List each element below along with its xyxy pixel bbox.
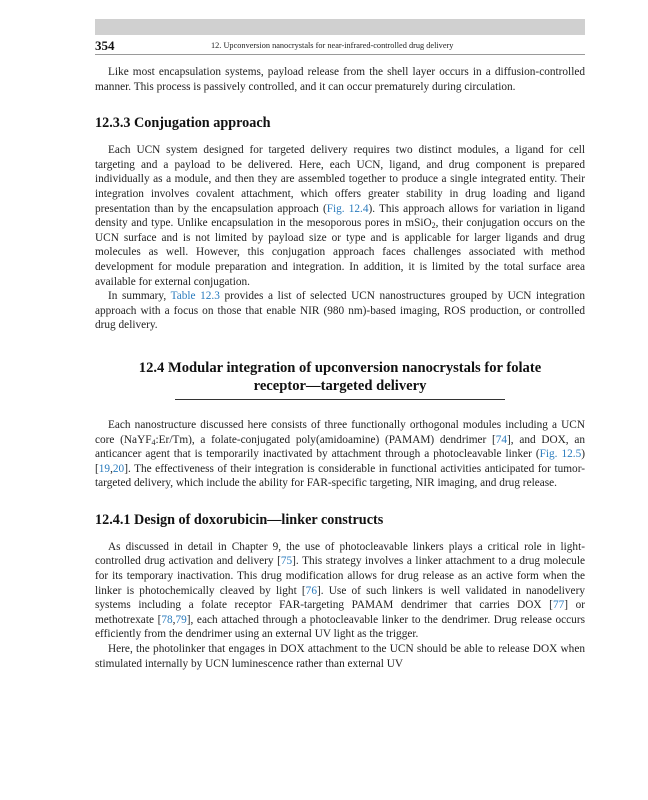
content [95, 65, 585, 671]
citation-20[interactable]: 20 [112, 462, 125, 475]
running-title: 12. Upconversion nanocrystals for near-infrared-controlled drug delivery [211, 41, 454, 50]
section-heading-12-4: 12.4 Modular integration of upconversion nanocrystals for folate receptor—targeted delivery [138, 359, 542, 394]
citation-19[interactable]: 19 [98, 462, 111, 475]
page-number: 354 [95, 38, 115, 53]
figure-link-12-5[interactable]: Fig. 12.5 [539, 448, 582, 461]
paragraph-modular-integration: Each nanostructure discussed here consists of three functionally orthogonal modules including a UCN core (NaYF4:Er/Tm), a folate-conjugated poly(amidoamine) (PAMAM) dendrimer [74], and DOX, an anticancer agent that is temporarily inactivated by attachment through a photocleavable linker (Fig. 12.5) [19,20]. The effectiveness of their integration is considerable in functional activities anticipated for tumor-targeted delivery, which include the ability for FAR-specific targeting, NIR imaging, and drug release. [95, 418, 585, 490]
citation-75[interactable]: 75 [280, 555, 293, 568]
header-bar [95, 19, 585, 35]
citation-78[interactable]: 78 [161, 613, 173, 626]
paragraph-encapsulation-release: Like most encapsulation systems, payload release from the shell layer occurs in a diffusion-controlled manner. This process is passively controlled, and it can occur prematurely during circulation. [95, 66, 585, 93]
citation-74[interactable]: 74 [495, 433, 508, 446]
paragraph-photolinker-dox: Here, the photolinker that engages in DOX attachment to the UCN should be able to release DOX when stimulated internally by UCN luminescence rather than external UV [95, 643, 585, 670]
citation-76[interactable]: 76 [305, 584, 317, 597]
figure-link-12-4[interactable]: Fig. 12.4 [326, 202, 369, 215]
heading-underline [175, 399, 505, 400]
paragraph-summary: In summary, Table 12.3 provides a list of selected UCN nanostructures grouped by UCN integration approach with a focus on those that enable NIR (980 nm)-based imaging, ROS production, or controlled drug delivery. [95, 290, 585, 332]
paragraph-conjugation: Each UCN system designed for targeted delivery requires two distinct modules, a ligand for cell targeting and a payload to be delivered. Here, each UCN, ligand, and drug component is prepared individually as a module, and then they are assembled together to produce a single integrated entity. Their integration involves covalent attachment, which offers greater stability in drug loading and ligand presentation than by the encapsulation approach (Fig. 12.4). This approach allows for variation in ligand density and type. Unlike encapsulation in the mesoporous pores in mSiO2, their conjugation occurs on the UCN surface and is not limited by payload size or type and is applicable for larger ligands and drug molecules as well. However, this conjugation approach faces challenges associated with method development for module preparation and integration. In addition, it is limited by the total surface area available for external conjugation. [95, 144, 585, 288]
table-link-12-3[interactable]: Table 12.3 [170, 290, 220, 303]
paragraph-photocleavable-linkers: As discussed in detail in Chapter 9, the use of photocleavable linkers plays a critical role in light-controlled drug activation and delivery [75]. This strategy involves a linker attachment to a drug molecule for its temporary inactivation. This drug modification allows for drug release as an active form when the linker is photochemically cleaved by light [76]. Use of such linkers is well validated in nanodelivery systems including a folate receptor FAR-targeting PAMAM dendrimer that carries DOX [77] or methotrexate [78,79], each attached through a photocleavable linker to the dendrimer. Drug release occurs efficiently from the dendrimer using an external UV light as the trigger. [95, 540, 586, 641]
running-header [95, 36, 585, 55]
citation-77[interactable]: 77 [552, 599, 565, 612]
citation-79[interactable]: 79 [175, 613, 187, 626]
section-heading-12-4-1: 12.4.1 Design of doxorubicin—linker constructs [95, 511, 384, 528]
section-heading-12-3-3: 12.3.3 Conjugation approach [95, 115, 271, 132]
